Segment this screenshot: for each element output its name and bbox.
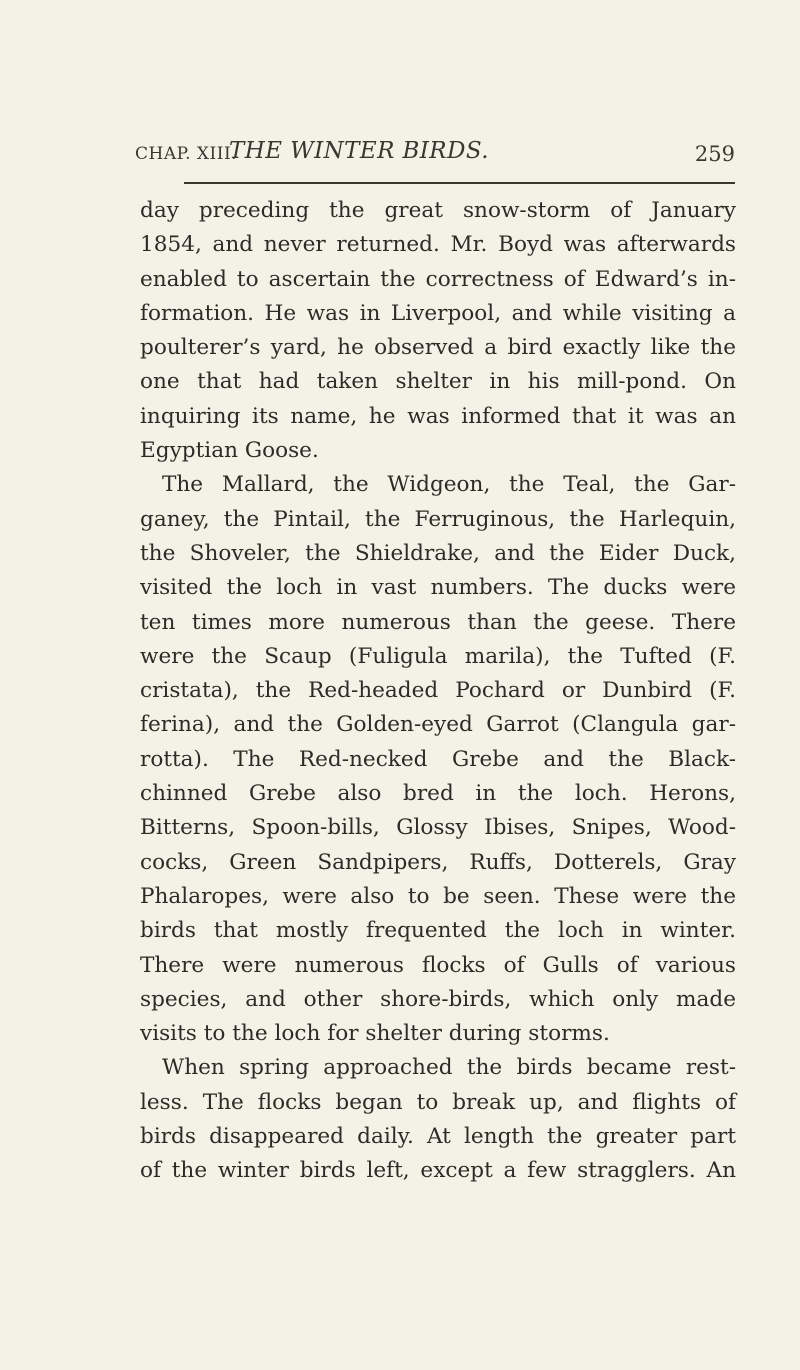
text-line: enabled to ascertain the correctness of Edward’s in-: [140, 266, 736, 292]
text-line: the Shoveler, the Shieldrake, and the Eider Duck,: [140, 540, 736, 566]
text-line: chinned Grebe also bred in the loch. Herons,: [140, 781, 736, 807]
text-line: poulterer’s yard, he observed a bird exactly like the: [140, 335, 736, 361]
text-line: were the Scaup (Fuligula marila), the Tufted (F.: [140, 643, 736, 669]
chapter-label: CHAP. XIII.: [135, 144, 238, 164]
text-line: inquiring its name, he was informed that it was an: [140, 403, 736, 429]
text-line: birds that mostly frequented the loch in winter.: [140, 918, 736, 944]
text-line: There were numerous flocks of Gulls of various: [140, 952, 736, 978]
text-line: When spring approached the birds became rest-: [162, 1055, 736, 1081]
text-line: Bitterns, Spoon-bills, Glossy Ibises, Snipes, Wood-: [140, 815, 736, 841]
text-line: Egyptian Goose.: [140, 438, 319, 464]
text-line: ferina), and the Golden-eyed Garrot (Clangula gar-: [140, 712, 736, 738]
text-line: cocks, Green Sandpipers, Ruffs, Dotterels, Gray: [140, 849, 736, 875]
text-line: formation. He was in Liverpool, and while visiting a: [140, 300, 736, 326]
page-number: 259: [694, 142, 735, 166]
text-line: one that had taken shelter in his mill-pond. On: [140, 369, 736, 395]
text-line: day preceding the great snow-storm of January: [140, 198, 736, 223]
text-line: of the winter birds left, except a few stragglers. An: [140, 1158, 736, 1184]
text-line: ganey, the Pintail, the Ferruginous, the Harlequin,: [140, 506, 736, 532]
text-line: The Mallard, the Widgeon, the Teal, the Gar-: [162, 472, 736, 498]
text-line: cristata), the Red-headed Pochard or Dunbird (F.: [140, 678, 736, 704]
text-line: visited the loch in vast numbers. The ducks were: [140, 575, 736, 601]
running-head: [135, 138, 735, 172]
text-line: visits to the loch for shelter during storms.: [140, 1021, 610, 1047]
text-line: rotta). The Red-necked Grebe and the Black-: [140, 746, 736, 772]
text-line: 1854, and never returned. Mr. Boyd was afterwards: [140, 232, 736, 258]
text-line: less. The flocks began to break up, and flights of: [140, 1089, 736, 1115]
running-title: THE WINTER BIRDS.: [229, 138, 489, 164]
text-line: species, and other shore-birds, which only made: [140, 986, 736, 1012]
text-line: ten times more numerous than the geese. There: [140, 609, 736, 635]
text-line: Phalaropes, were also to be seen. These were the: [140, 883, 736, 909]
body-text: [140, 194, 736, 1189]
text-line: birds disappeared daily. At length the greater part: [140, 1124, 736, 1150]
header-rule: [184, 182, 735, 184]
